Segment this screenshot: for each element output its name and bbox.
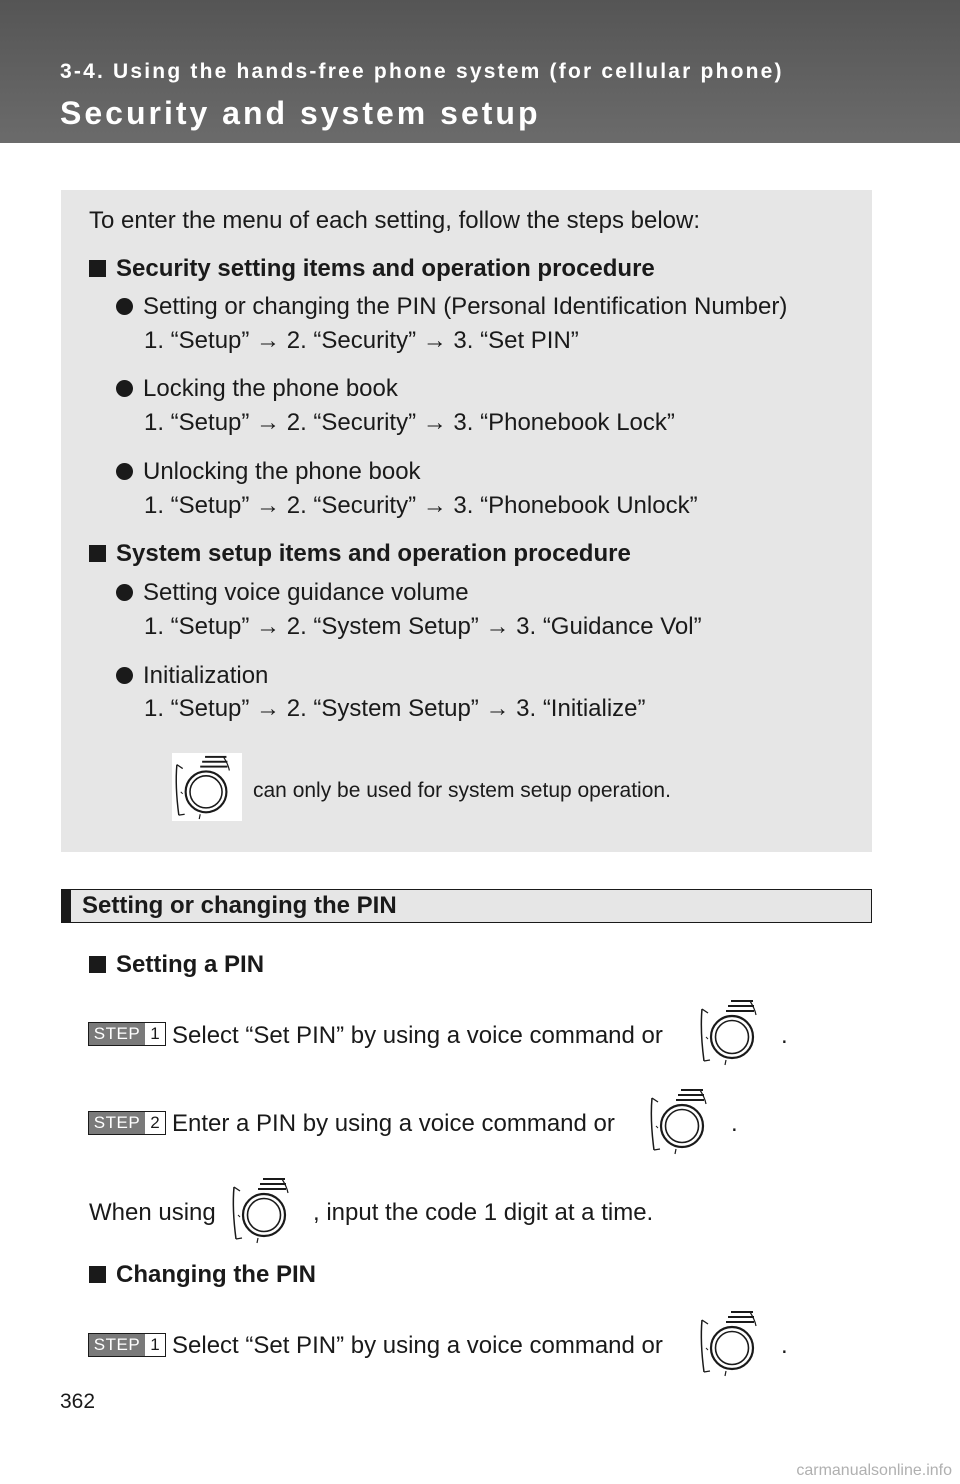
watermark: carmanualsonline.info	[796, 1462, 952, 1479]
step-period: .	[781, 1332, 788, 1359]
tune-knob-icon	[230, 1175, 300, 1245]
when-using-text: When using	[89, 1199, 216, 1226]
system-item-path: 1. “Setup” → 2. “System Setup” → 3. “Initialize”	[144, 695, 646, 722]
when-using-text-end: , input the code 1 digit at a time.	[313, 1199, 654, 1226]
security-item-title: Setting or changing the PIN (Personal Identification Number)	[116, 293, 787, 321]
system-item-path: 1. “Setup” → 2. “System Setup” → 3. “Guidance Vol”	[144, 613, 702, 640]
step-text: Select “Set PIN” by using a voice command or	[172, 1332, 663, 1359]
round-bullet-icon	[116, 463, 133, 480]
round-bullet-icon	[116, 298, 133, 315]
knob-note: can only be used for system setup operation.	[253, 779, 671, 802]
system-item-title: Setting voice guidance volume	[116, 579, 469, 607]
step-badge: STEP 2	[88, 1111, 166, 1135]
section-bar	[61, 889, 872, 923]
security-item-title: Unlocking the phone book	[116, 458, 421, 486]
step-badge: STEP 1	[88, 1022, 166, 1046]
procedure-info-box	[61, 190, 872, 852]
security-item-path: 1. “Setup” → 2. “Security” → 3. “Set PIN”	[144, 327, 579, 354]
square-bullet-icon	[89, 545, 106, 562]
step-text: Enter a PIN by using a voice command or	[172, 1110, 615, 1137]
page-header	[0, 0, 960, 143]
section-title: 3-4. Using the hands-free phone system (for cellular phone)	[60, 60, 784, 83]
system-item-title: Initialization	[116, 662, 268, 690]
tune-knob-icon	[698, 1308, 768, 1378]
square-bullet-icon	[89, 1266, 106, 1283]
tune-knob-icon	[172, 753, 242, 821]
round-bullet-icon	[116, 380, 133, 397]
section-bar-title: Setting or changing the PIN	[82, 892, 397, 919]
section-bar-accent	[62, 890, 71, 922]
page-number: 362	[60, 1390, 96, 1413]
step-badge: STEP 1	[88, 1333, 166, 1357]
round-bullet-icon	[116, 584, 133, 601]
square-bullet-icon	[89, 260, 106, 277]
changing-pin-heading: Changing the PIN	[89, 1261, 316, 1289]
step-period: .	[781, 1022, 788, 1049]
security-item-path: 1. “Setup” → 2. “Security” → 3. “Phonebook Unlock”	[144, 492, 698, 519]
setting-pin-heading: Setting a PIN	[89, 951, 264, 979]
square-bullet-icon	[89, 956, 106, 973]
round-bullet-icon	[116, 667, 133, 684]
info-intro: To enter the menu of each setting, follow the steps below:	[89, 207, 701, 234]
page-title: Security and system setup	[60, 95, 541, 131]
security-item-path: 1. “Setup” → 2. “Security” → 3. “Phonebook Lock”	[144, 409, 675, 436]
step-period: .	[731, 1110, 738, 1137]
tune-knob-icon	[698, 997, 768, 1067]
security-heading: Security setting items and operation procedure	[89, 255, 655, 283]
step-text: Select “Set PIN” by using a voice command or	[172, 1022, 663, 1049]
security-item-title: Locking the phone book	[116, 375, 398, 403]
system-heading: System setup items and operation procedure	[89, 540, 631, 568]
tune-knob-icon	[648, 1086, 718, 1156]
